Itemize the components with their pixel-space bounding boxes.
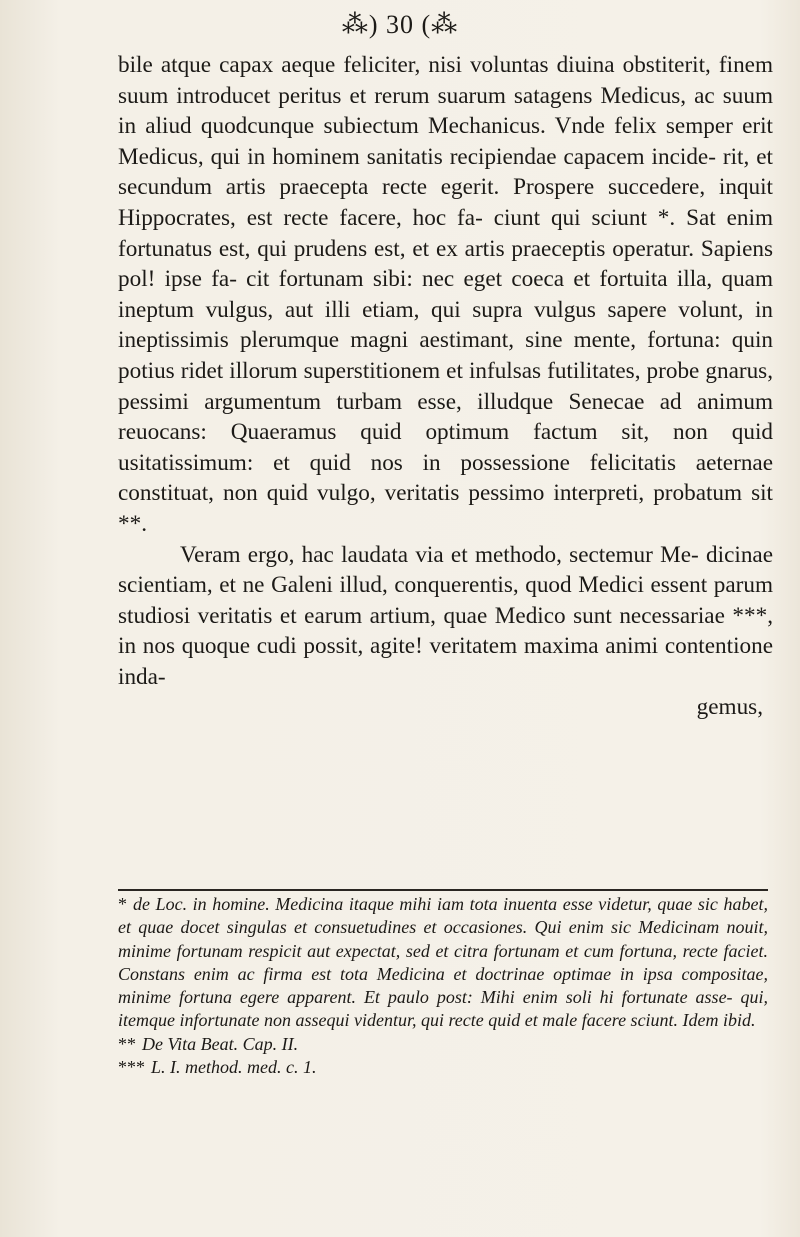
catchword: gemus, — [696, 694, 763, 721]
running-head: ⁂) 30 (⁂ — [341, 10, 459, 39]
footnotes — [118, 893, 768, 1079]
footnote-mark: * — [118, 894, 127, 914]
footnote-text: de Loc. in homine. Medicina itaque mihi iam tota inuenta esse videtur, quae sic habet, et quae docet singulas et consuetudines et occasiones. Qui enim sic Medicinam nouit, minime fortunam respicit aut expectat, sed et citra fortunam et cum fortuna, recte faciet. Constans enim ac firma est tota Medicina et doctrinae optimae in ipsa compositae, minime fortuna egere apparent. Et paulo post: Mihi enim soli hi fortunate asse- qui, itemque infortunate non assequi videntur, qui recte quid et male facere sciunt. Idem ibid. — [118, 894, 768, 1031]
paragraph: bile atque capax aeque feliciter, nisi voluntas diuina obstiterit, finem suum introducet peritus et rerum suarum satagens Medicus, ac suum in aliud quodcunque subiectum Mechanicus. Vnde felix semper erit Medicus, qui in hominem sanitatis recipiendae capacem incide- rit, et secundum artis praecepta recte egerit. Prospere succedere, inquit Hippocrates, est recte facere, hoc fa- ciunt qui sciunt *. Sat enim fortunatus est, qui prudens est, et ex artis praeceptis operatur. Sapiens pol! ipse fa- cit fortunam sibi: nec eget coeca et fortuita illa, quam ineptum vulgus, aut illi etiam, qui supra vulgus sapere volunt, in ineptissimis plerumque magni aestimant, sine mente, fortuna: quin potius ridet illorum superstitionem et infulsas futilitates, probe gnarus, pessimi argumentum turbam esse, illudque Senecae ad animum reuocans: Quaeramus quid optimum factum sit, non quid usitatissimum: et quid nos in possessione felicitatis aeternae constituat, non quid vulgo, veritatis pessimo interpreti, probatum sit **. — [118, 52, 773, 537]
footnote — [118, 1033, 768, 1056]
footnote-mark: *** — [118, 1057, 145, 1078]
paragraph: Veram ergo, hac laudata via et methodo, sectemur Me- dicinae scientiam, et ne Galeni illud, conquerentis, quod Medici essent parum studiosi veritatis et earum artium, quae Medico sunt necessariae ***, in nos quoque cudi possit, agite! veritatem maxima animi contentione inda- — [118, 541, 773, 690]
footnote — [118, 893, 768, 1033]
footnote-text: De Vita Beat. Cap. II. — [142, 1033, 299, 1054]
footnote-text: L. I. method. med. c. 1. — [151, 1057, 317, 1078]
main-text — [118, 50, 773, 723]
footnote-mark: ** — [118, 1033, 136, 1054]
footnote — [118, 1056, 768, 1079]
footnote-rule — [118, 889, 768, 891]
